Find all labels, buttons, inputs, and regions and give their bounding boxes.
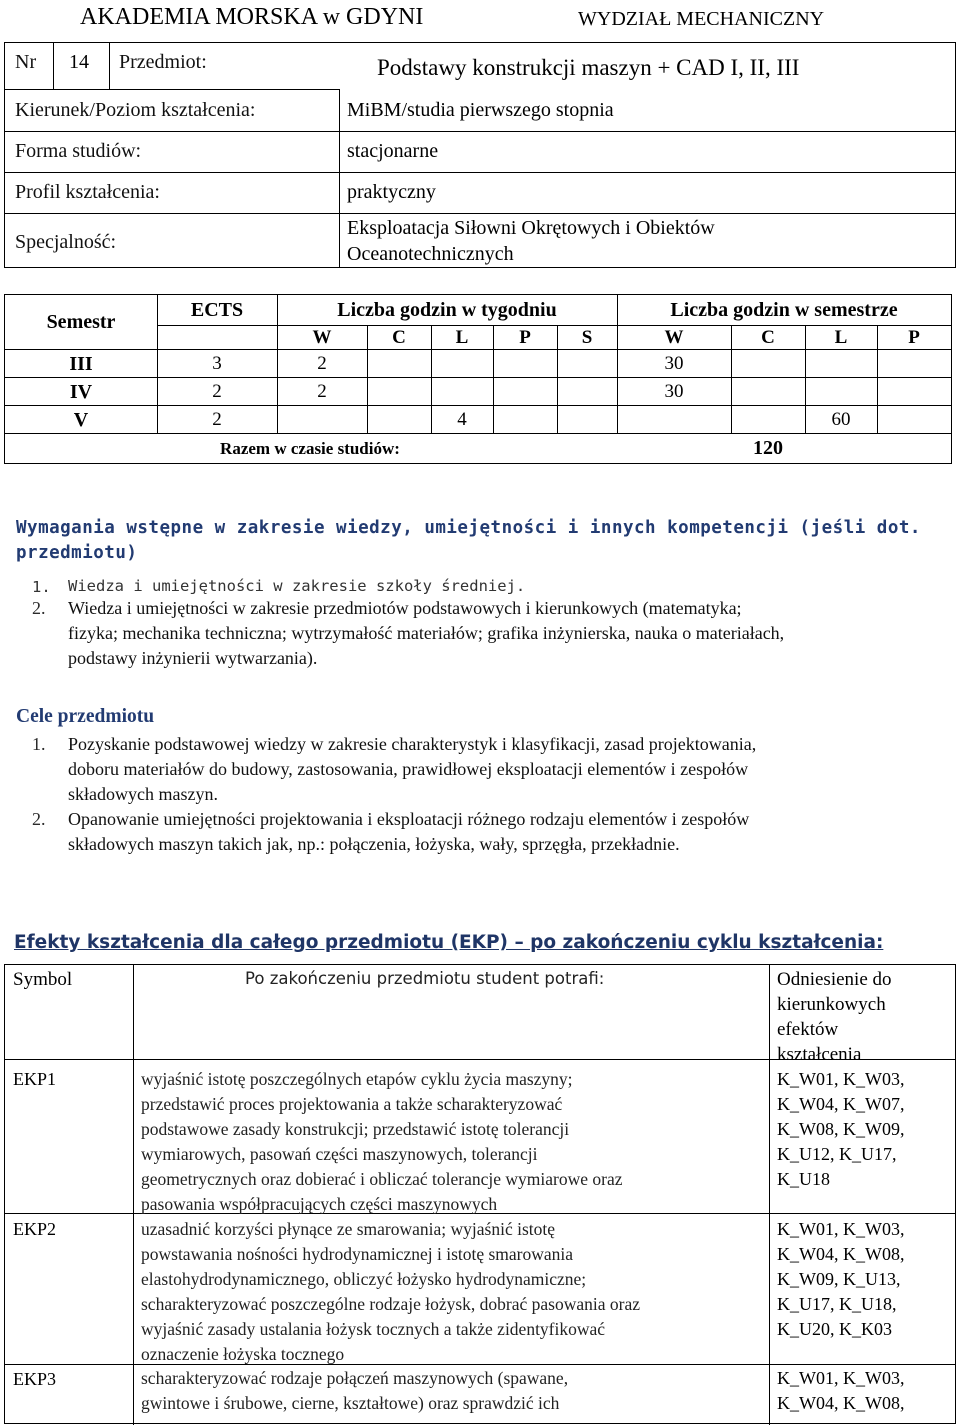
specialty-value-line2: Oceanotechnicznych [347,243,514,265]
prereq-text: Wiedza i umiejętności w zakresie szkoły średniej. [68,577,526,595]
total-value: 120 [753,437,783,459]
institution-title: AKADEMIA MORSKA w GDYNI [80,4,424,30]
subject-label: Przedmiot: [119,51,207,73]
col-semester-hours: Liczba godzin w semestrze [670,299,898,321]
goal-text: Pozyskanie podstawowej wiedzy w zakresie charakterystyk i klasyfikacji, zasad projektowania, doboru materiałów do budowy, zastosowania, prawidłowej eksploatacji elementów i zespołów składowych maszyn. [68,734,757,804]
row-l: 4 [457,409,467,430]
row-ects: 3 [212,353,222,374]
ekp-symbol: EKP1 [13,1069,57,1089]
prereq-num: 1. [32,578,51,596]
direction-label: Kierunek/Poziom kształcenia: [15,99,256,121]
ekp-references: K_W01, K_W03, K_W04, K_W08, [777,1368,905,1413]
goal-text: Opanowanie umiejętności projektowania i eksploatacji różnego rodzaju elementów i zespołów składowych maszyn takich jak, np.: połączenia, łożyska, wały, sprzęgła, przekładnie. [68,809,750,854]
ekp-symbol: EKP2 [13,1219,57,1239]
form-label: Forma studiów: [15,140,142,162]
sub-s: S [581,327,593,348]
goals-heading: Cele przedmiotu [16,706,155,727]
col-semestr: Semestr [46,311,116,333]
col-symbol: Symbol [13,969,73,990]
sub-p: P [519,327,531,348]
goal-num: 1. [32,734,46,754]
sem-sub-c: C [761,327,775,348]
row-sem-w: 30 [664,381,684,402]
profile-value: praktyczny [347,181,436,203]
faculty-title: WYDZIAŁ MECHANICZNY [578,8,825,30]
subject-value: Podstawy konstrukcji maszyn + CAD I, II, III [377,55,800,80]
prerequisites-heading: Wymagania wstępne w zakresie wiedzy, umiejętności i innych kompetencji (jeśli dot. [16,518,921,538]
semester-hours-table [4,294,952,464]
sem-sub-l: L [834,327,848,348]
form-value: stacjonarne [347,140,439,162]
specialty-label: Specjalność: [15,231,117,253]
nr-label: Nr [15,51,37,73]
total-label: Razem w czasie studiów: [220,439,400,458]
ekp-description: wyjaśnić istotę poszczególnych etapów cyklu życia maszyny; przedstawić proces projektowania a także scharakteryzować podstawowe zasady konstrukcji; przedstawić istotę tolerancji wymiarowych, pasowań części maszynowych, tolerancji geometrycznych oraz dobierać i obliczać tolerancje wymiarowe oraz pasowania współpracujących części maszynowych [141,1069,623,1214]
row-ects: 2 [212,381,222,402]
sem-sub-p: P [908,327,920,348]
ekp-references: K_W01, K_W03, K_W04, K_W07, K_W08, K_W09, K_U12, K_U17, K_U18 [777,1069,905,1189]
row-semester: III [69,353,93,375]
ekp-description: uzasadnić korzyści płynące ze smarowania; wyjaśnić istotę powstawania nośności hydrodynamicznej i istotę smarowania elastohydrodynamicznego, obliczyć łożysko hydrodynamiczne; scharakteryzować poszczególne rodzaje łożysk, dobrać pasowania oraz wyjaśnić zasady ustalania łożysk tocznych a także zidentyfikować oznaczenie łożyska tocznego [141,1219,640,1364]
sem-sub-w: W [664,327,684,348]
profile-label: Profil kształcenia: [15,181,160,203]
prereq-text: Wiedza i umiejętności w zakresie przedmiotów podstawowych i kierunkowych (matematyka; fizyka; mechanika techniczna; wytrzymałość materiałów; grafika inżynierska, nauka o materiałach, podstawy inżynierii wytwarzania). [68,598,785,668]
sub-l: L [455,327,469,348]
direction-value: MiBM/studia pierwszego stopnia [347,99,614,121]
row-w: 2 [317,381,327,402]
row-sem-l: 60 [831,409,851,430]
sub-c: C [392,327,406,348]
col-weekly-hours: Liczba godzin w tygodniu [337,299,557,321]
row-semester: V [73,409,89,431]
goal-num: 2. [32,809,46,829]
row-semester: IV [69,381,93,403]
row-w: 2 [317,353,327,374]
col-description: Po zakończeniu przedmiotu student potrafi: [245,969,605,988]
col-reference: Odniesienie do kierunkowych efektów kształcenia [777,969,892,1065]
ekp-description: scharakteryzować rodzaje połączeń maszynowych (spawane, gwintowe i śrubowe, cierne, kształtowe) oraz sprawdzić ich [141,1368,569,1413]
outcomes-heading: Efekty kształcenia dla całego przedmiotu (EKP) – po zakończeniu cyklu kształcenia: [14,932,884,953]
ekp-references: K_W01, K_W03, K_W04, K_W08, K_W09, K_U13, K_U17, K_U18, K_U20, K_K03 [777,1219,905,1339]
prerequisites-heading-line2: przedmiotu) [16,543,138,563]
nr-value: 14 [69,51,89,73]
prereq-num: 2. [32,598,46,618]
sub-w: W [312,327,332,348]
row-ects: 2 [212,409,222,430]
col-ects: ECTS [190,299,244,321]
row-sem-w: 30 [664,353,684,374]
outcomes-table [4,964,956,1424]
course-info-table [4,42,956,268]
specialty-value-line1: Eksploatacja Siłowni Okrętowych i Obiektów [347,217,715,239]
ekp-symbol: EKP3 [13,1369,57,1389]
